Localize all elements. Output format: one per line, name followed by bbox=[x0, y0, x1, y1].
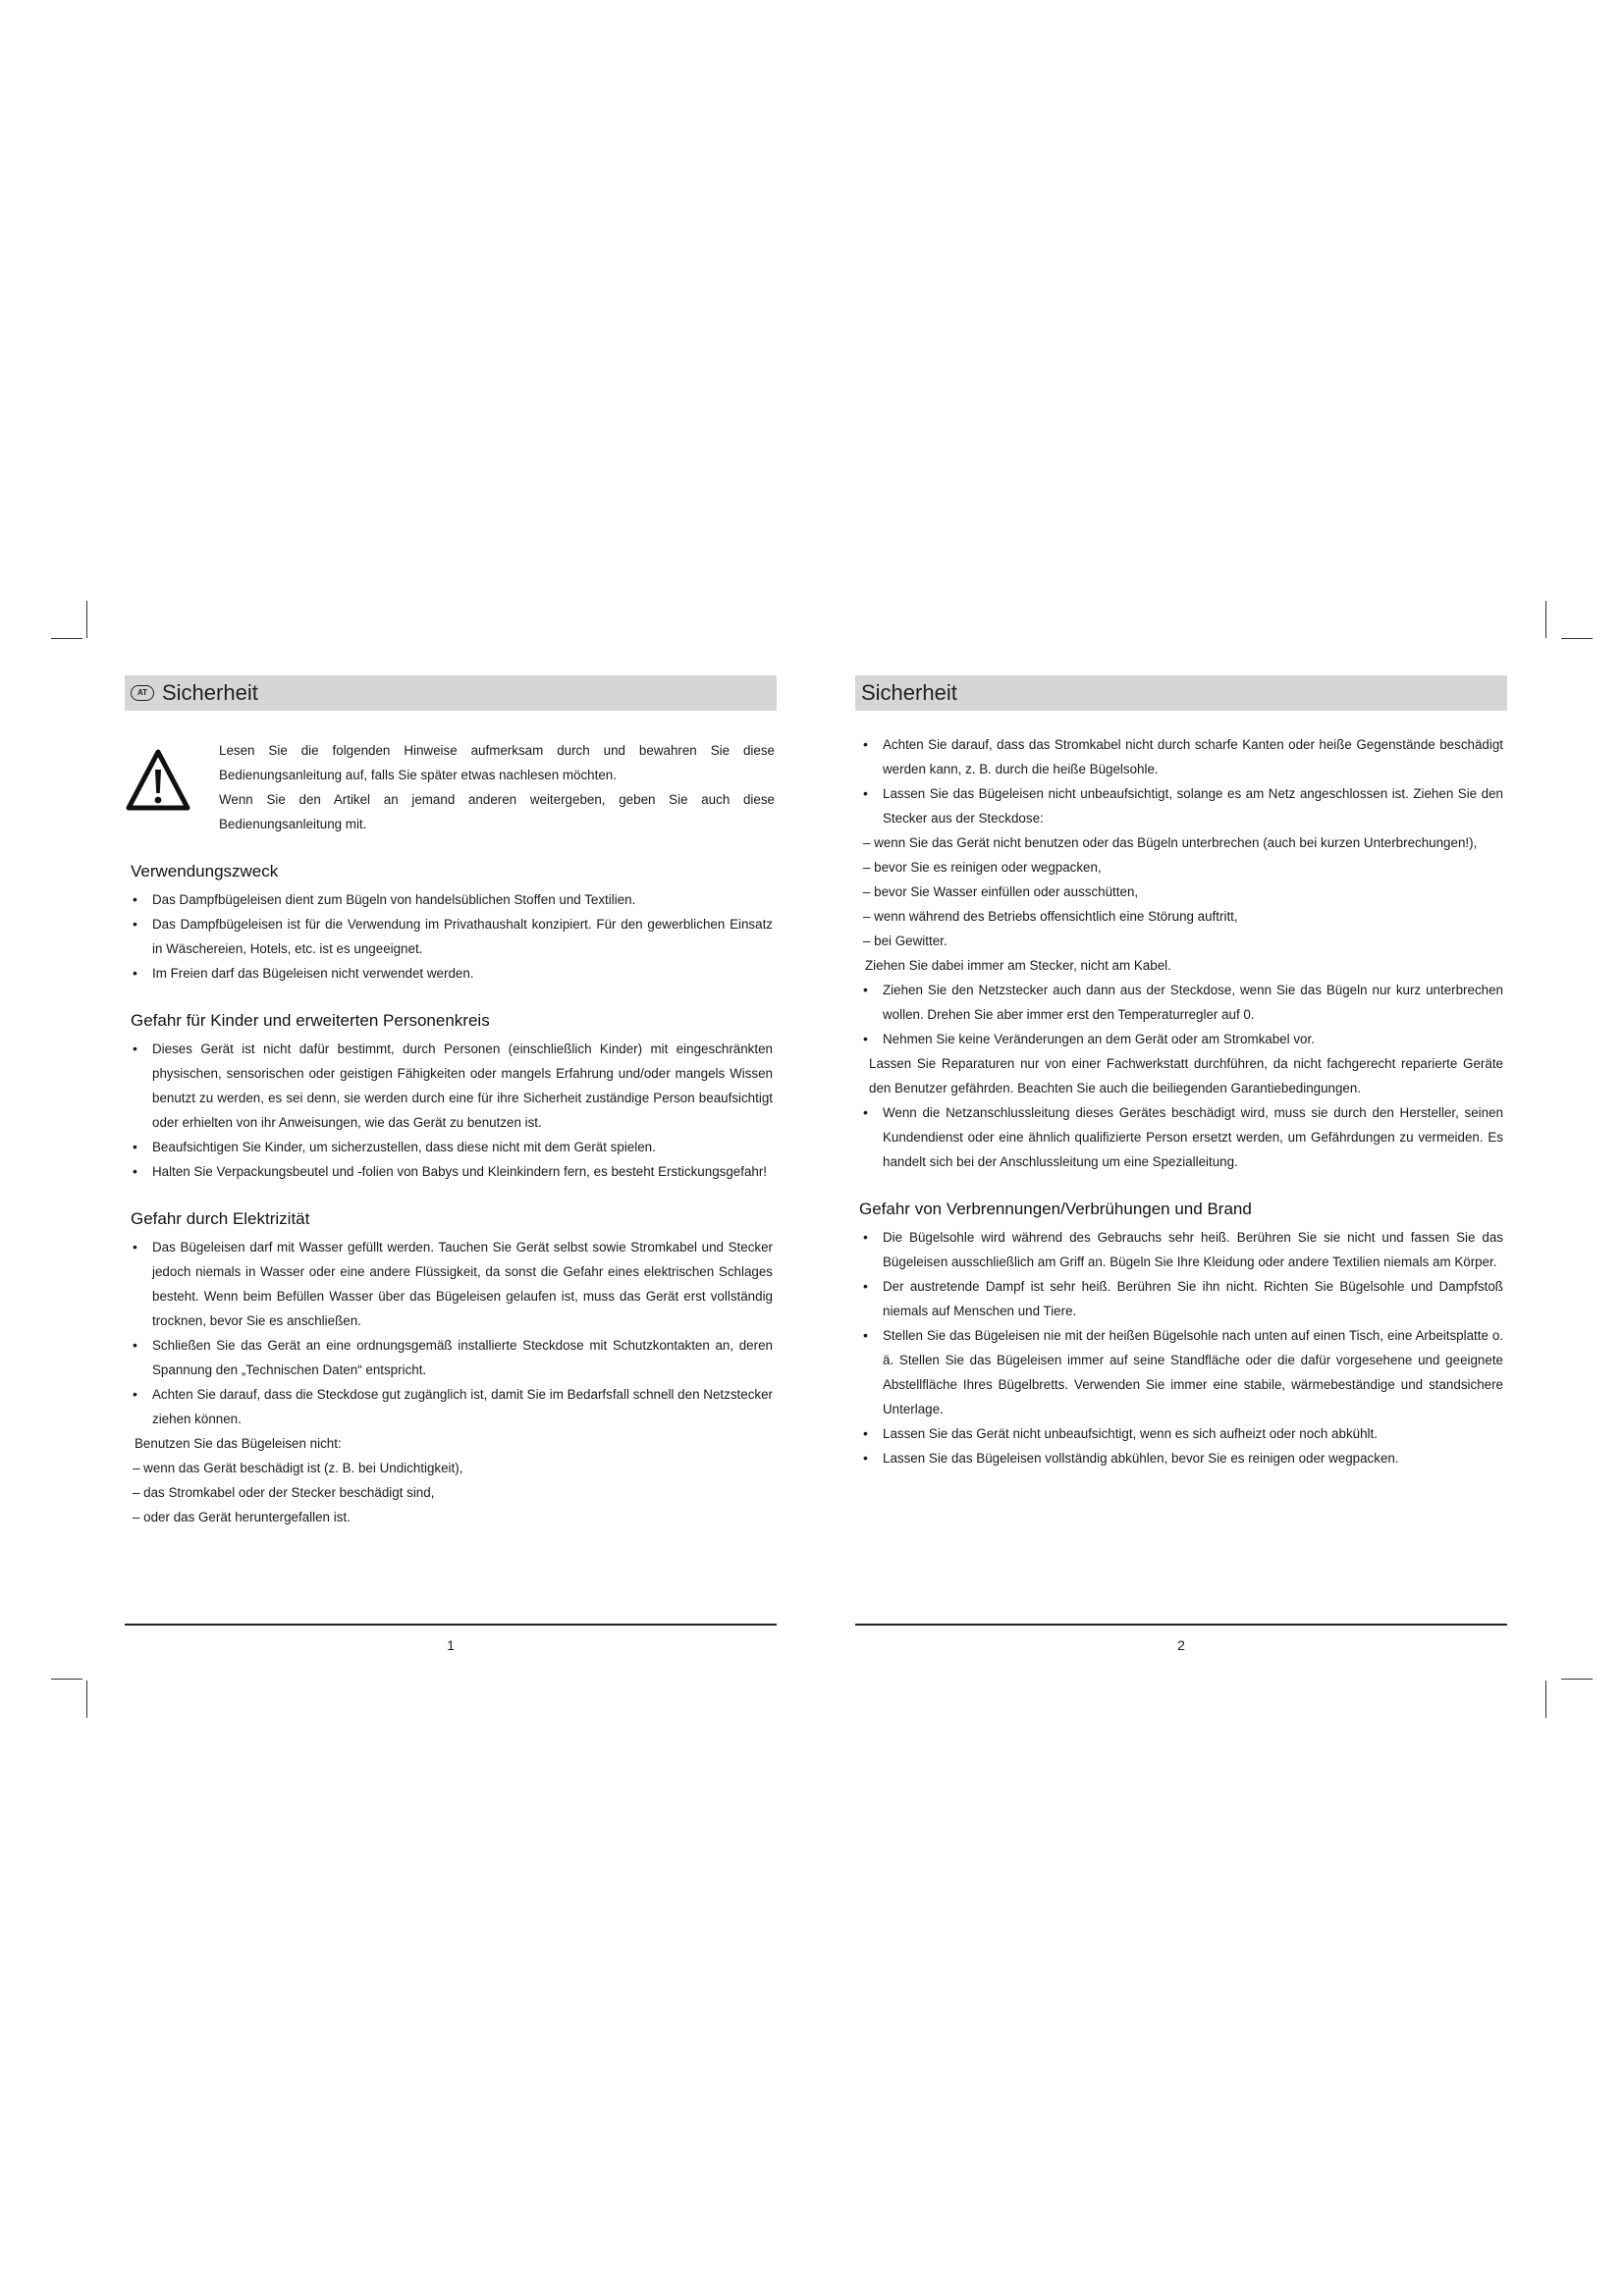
page-left bbox=[125, 675, 777, 1653]
list-item: • Im Freien darf das Bügeleisen nicht verwendet werden. bbox=[125, 961, 777, 986]
list-item: • Lassen Sie das Gerät nicht unbeaufsichtigt, wenn es sich aufheizt oder noch abkühlt. bbox=[855, 1421, 1507, 1446]
bullet-list bbox=[125, 887, 777, 986]
list-item: • Beaufsichtigen Sie Kinder, um sicherzustellen, dass diese nicht mit dem Gerät spielen. bbox=[125, 1135, 777, 1159]
dash-item: – bei Gewitter. bbox=[863, 934, 947, 948]
crop-mark bbox=[1545, 1681, 1546, 1718]
list-item: • Achten Sie darauf, dass das Stromkabel nicht durch scharfe Kanten oder heiße Gegenstände beschädigt werden kann, z. B. durch die heiße Bügelsohle. bbox=[855, 732, 1507, 781]
bullet-list bbox=[125, 1037, 777, 1184]
crop-mark bbox=[51, 1679, 82, 1680]
dash-item: – bevor Sie es reinigen oder wegpacken, bbox=[863, 860, 1102, 875]
section-title: Sicherheit bbox=[162, 680, 258, 705]
dash-item: – bevor Sie Wasser einfüllen oder ausschütten, bbox=[863, 884, 1139, 899]
bullet-list bbox=[855, 1100, 1507, 1174]
country-badge: AT bbox=[131, 685, 154, 701]
list-item: • Wenn die Netzanschlussleitung dieses Gerätes beschädigt wird, muss sie durch den Hersteller, seinen Kundendienst oder eine ähnlich qualifizierte Person ersetzt werden, um Gefährdungen zu vermeiden. Es handelt sich bei der Anschlussleitung um eine Spezialleitung. bbox=[855, 1100, 1507, 1174]
list-item: • Schließen Sie das Gerät an eine ordnungsgemäß installierte Steckdose mit Schutzkontakten an, deren Spannung den „Technischen Daten“ entspricht. bbox=[125, 1333, 777, 1382]
crop-mark bbox=[51, 638, 82, 639]
bullet-list bbox=[855, 732, 1507, 830]
list-item: • Lassen Sie das Bügeleisen vollständig abkühlen, bevor Sie es reinigen oder wegpacken. bbox=[855, 1446, 1507, 1470]
section-title: Sicherheit bbox=[861, 680, 957, 705]
list-item: • Die Bügelsohle wird während des Gebrauchs sehr heiß. Berühren Sie sie nicht und fassen Sie das Bügeleisen ausschließlich am Griff an. Bügeln Sie Ihre Kleidung oder andere Textilien niemals am Körper. bbox=[855, 1225, 1507, 1274]
plain-text: Lassen Sie Reparaturen nur von einer Fachwerkstatt durchführen, da nicht fachgerecht reparierte Geräte den Benutzer gefährden. Beachten Sie auch die beiliegenden Garantiebedingungen. bbox=[869, 1056, 1503, 1095]
section-header bbox=[125, 675, 777, 711]
intro-block bbox=[125, 738, 777, 836]
bullet-list bbox=[855, 1225, 1507, 1470]
dash-item: – oder das Gerät heruntergefallen ist. bbox=[133, 1510, 351, 1524]
section-heading: Gefahr für Kinder und erweiterten Personenkreis bbox=[131, 1011, 490, 1030]
section-heading: Verwendungszweck bbox=[131, 862, 279, 881]
page-right bbox=[855, 675, 1507, 1653]
list-item: • Das Bügeleisen darf mit Wasser gefüllt werden. Tauchen Sie Gerät selbst sowie Stromkabel und Stecker jedoch niemals in Wasser oder eine andere Flüssigkeit, da sonst die Gefahr eines elektrischen Schlages besteht. Wenn beim Befüllen Wasser über das Bügeleisen gelaufen ist, muss das Gerät erst vollständig trocknen, bevor Sie es anschließen. bbox=[125, 1235, 777, 1333]
page-number: 1 bbox=[447, 1637, 455, 1653]
bullet-list bbox=[125, 1235, 777, 1431]
intro-paragraph: Wenn Sie den Artikel an jemand anderen weitergeben, geben Sie auch diese Bedienungsanleitung mit. bbox=[219, 792, 775, 831]
crop-mark bbox=[1561, 1679, 1593, 1680]
crop-mark bbox=[86, 1681, 87, 1718]
list-item: • Das Dampfbügeleisen ist für die Verwendung im Privathaushalt konzipiert. Für den gewerblichen Einsatz in Wäschereien, Hotels, etc. ist es ungeeignet. bbox=[125, 912, 777, 961]
crop-mark bbox=[1545, 601, 1546, 638]
plain-text: Ziehen Sie dabei immer am Stecker, nicht am Kabel. bbox=[865, 958, 1171, 973]
section-header bbox=[855, 675, 1507, 711]
intro-text bbox=[219, 738, 775, 836]
dash-item: – wenn das Gerät beschädigt ist (z. B. bei Undichtigkeit), bbox=[133, 1461, 463, 1475]
page-number: 2 bbox=[1177, 1637, 1185, 1653]
dash-item: – wenn während des Betriebs offensichtlich eine Störung auftritt, bbox=[863, 909, 1238, 924]
list-item: • Achten Sie darauf, dass die Steckdose gut zugänglich ist, damit Sie im Bedarfsfall schnell den Netzstecker ziehen können. bbox=[125, 1382, 777, 1431]
list-item: • Nehmen Sie keine Veränderungen an dem Gerät oder am Stromkabel vor. bbox=[855, 1027, 1507, 1051]
dash-item: – das Stromkabel oder der Stecker beschädigt sind, bbox=[133, 1485, 435, 1500]
bullet-list bbox=[855, 978, 1507, 1051]
list-item: • Das Dampfbügeleisen dient zum Bügeln von handelsüblichen Stoffen und Textilien. bbox=[125, 887, 777, 912]
section-heading: Gefahr durch Elektrizität bbox=[131, 1209, 310, 1228]
footer-rule bbox=[125, 1624, 777, 1626]
dash-item: – wenn Sie das Gerät nicht benutzen oder das Bügeln unterbrechen (auch bei kurzen Unterbrechungen!), bbox=[863, 835, 1478, 850]
list-item: • Ziehen Sie den Netzstecker auch dann aus der Steckdose, wenn Sie das Bügeln nur kurz unterbrechen wollen. Drehen Sie aber immer erst den Temperaturregler auf 0. bbox=[855, 978, 1507, 1027]
list-item: • Dieses Gerät ist nicht dafür bestimmt, durch Personen (einschließlich Kinder) mit eingeschränkten physischen, sensorischen oder geistigen Fähigkeiten oder mangels Erfahrung und/oder mangels Wissen benutzt zu werden, es sei denn, sie werden durch eine für ihre Sicherheit zuständige Person beaufsichtigt oder erhielten von ihr Anweisungen, wie das Gerät zu benutzen ist. bbox=[125, 1037, 777, 1135]
crop-mark bbox=[86, 601, 87, 638]
list-item: • Stellen Sie das Bügeleisen nie mit der heißen Bügelsohle nach unten auf einen Tisch, eine Arbeitsplatte o. ä. Stellen Sie das Bügeleisen immer auf seine Standfläche oder die dafür vorgesehene und geeignete Abstellfläche Ihres Bügelbretts. Verwenden Sie immer eine stabile, wärmebeständige und standsichere Unterlage. bbox=[855, 1323, 1507, 1421]
list-item: • Lassen Sie das Bügeleisen nicht unbeaufsichtigt, solange es am Netz angeschlossen ist. Ziehen Sie den Stecker aus der Steckdose: bbox=[855, 781, 1507, 830]
list-item: • Halten Sie Verpackungsbeutel und -folien von Babys und Kleinkindern fern, es besteht Erstickungsgefahr! bbox=[125, 1159, 777, 1184]
list-item: • Der austretende Dampf ist sehr heiß. Berühren Sie ihn nicht. Richten Sie Bügelsohle und Dampfstoß niemals auf Menschen und Tiere. bbox=[855, 1274, 1507, 1323]
intro-paragraph: Lesen Sie die folgenden Hinweise aufmerksam durch und bewahren Sie diese Bedienungsanleitung auf, falls Sie später etwas nachlesen möchten. bbox=[219, 743, 775, 782]
warning-icon bbox=[126, 748, 190, 813]
section-heading: Gefahr von Verbrennungen/Verbrühungen und Brand bbox=[859, 1200, 1252, 1218]
footer-rule bbox=[855, 1624, 1507, 1626]
plain-text: Benutzen Sie das Bügeleisen nicht: bbox=[135, 1436, 342, 1451]
crop-mark bbox=[1561, 638, 1593, 639]
